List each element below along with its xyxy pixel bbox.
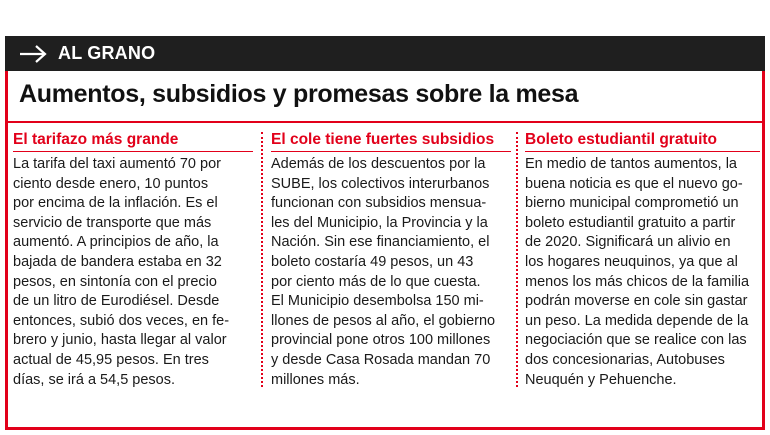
- body-line: Nación. Sin ese financiamiento, el: [271, 234, 490, 251]
- body-line: un peso. La medida depende de la: [525, 312, 749, 329]
- body-line: les del Municipio, la Provincia y la: [271, 214, 488, 231]
- column-divider: [516, 132, 518, 387]
- body-line: La tarifa del taxi aumentó 70 por: [13, 156, 221, 172]
- headline: Aumentos, subsidios y promesas sobre la mesa: [19, 80, 579, 108]
- column-boleto-estudiantil: [525, 130, 760, 395]
- body-line: bajada de bandera estaba en 32: [13, 253, 222, 270]
- column-title: Boleto estudiantil gratuito: [525, 131, 718, 148]
- body-line: dos concesionarias, Autobuses: [525, 351, 725, 368]
- body-line: llones de pesos al año, el gobierno: [271, 312, 496, 329]
- body-line: por ciento más de lo que cuesta.: [271, 273, 481, 290]
- body-line: bierno municipal comprometió un: [525, 195, 739, 212]
- column-subsidios: [271, 130, 511, 395]
- body-line: por encima de la inflación. Es el: [13, 195, 218, 212]
- column-tarifazo: [13, 130, 253, 395]
- body-line: boleto costaría 49 pesos, un 43: [271, 253, 474, 270]
- body-line: Neuquén y Pehuenche.: [525, 371, 677, 388]
- body-line: los hogares neuquinos, ya que al: [525, 253, 738, 270]
- columns-container: [8, 130, 762, 395]
- headline-divider: [8, 121, 762, 123]
- body-line: servicio de transporte que más: [13, 214, 212, 231]
- body-line: pesos, en sintonía con el precio: [13, 273, 217, 290]
- body-line: El Municipio desembolsa 150 mi-: [271, 293, 484, 310]
- body-line: y desde Casa Rosada mandan 70: [271, 351, 491, 368]
- body-line: SUBE, los colectivos interurbanos: [271, 175, 490, 192]
- body-line: de 2020. Significará un alivio en: [525, 234, 731, 251]
- body-line: En medio de tantos aumentos, la: [525, 156, 737, 172]
- body-line: funcionan con subsidios mensua-: [271, 195, 487, 212]
- column-title-underline: [525, 151, 760, 152]
- column-title-underline: [13, 151, 253, 152]
- column-divider: [261, 132, 263, 387]
- column-body: [525, 155, 760, 390]
- body-line: brero y junio, hasta llegar al valor: [13, 332, 227, 349]
- body-line: menos los más chicos de la familia: [525, 273, 750, 290]
- body-line: días, se irá a 54,5 pesos.: [13, 371, 176, 388]
- body-line: provincial pone otros 100 millones: [271, 332, 491, 349]
- body-line: buena noticia es que el nuevo go-: [525, 175, 743, 192]
- column-body: [13, 155, 253, 390]
- body-line: millones más.: [271, 371, 360, 388]
- column-body: [271, 155, 511, 390]
- arrow-right-icon: [18, 44, 48, 64]
- body-line: negociación que se realice con las: [525, 332, 747, 349]
- body-line: actual de 45,95 pesos. En tres: [13, 351, 209, 368]
- body-line: de un litro de Eurodiésel. Desde: [13, 293, 220, 310]
- column-title-underline: [271, 151, 511, 152]
- column-title: El cole tiene fuertes subsidios: [271, 131, 495, 148]
- column-title: El tarifazo más grande: [13, 131, 179, 148]
- body-line: entonces, subió dos veces, en fe-: [13, 312, 230, 329]
- body-line: podrán moverse en cole sin gastar: [525, 293, 748, 310]
- section-header-bar: [5, 36, 765, 71]
- body-line: aumentó. A principios de año, la: [13, 234, 219, 251]
- body-line: ciento desde enero, 10 puntos: [13, 175, 209, 192]
- section-label: AL GRANO: [58, 43, 156, 63]
- body-line: Además de los descuentos por la: [271, 156, 486, 172]
- body-line: boleto estudiantil gratuito a partir: [525, 214, 736, 231]
